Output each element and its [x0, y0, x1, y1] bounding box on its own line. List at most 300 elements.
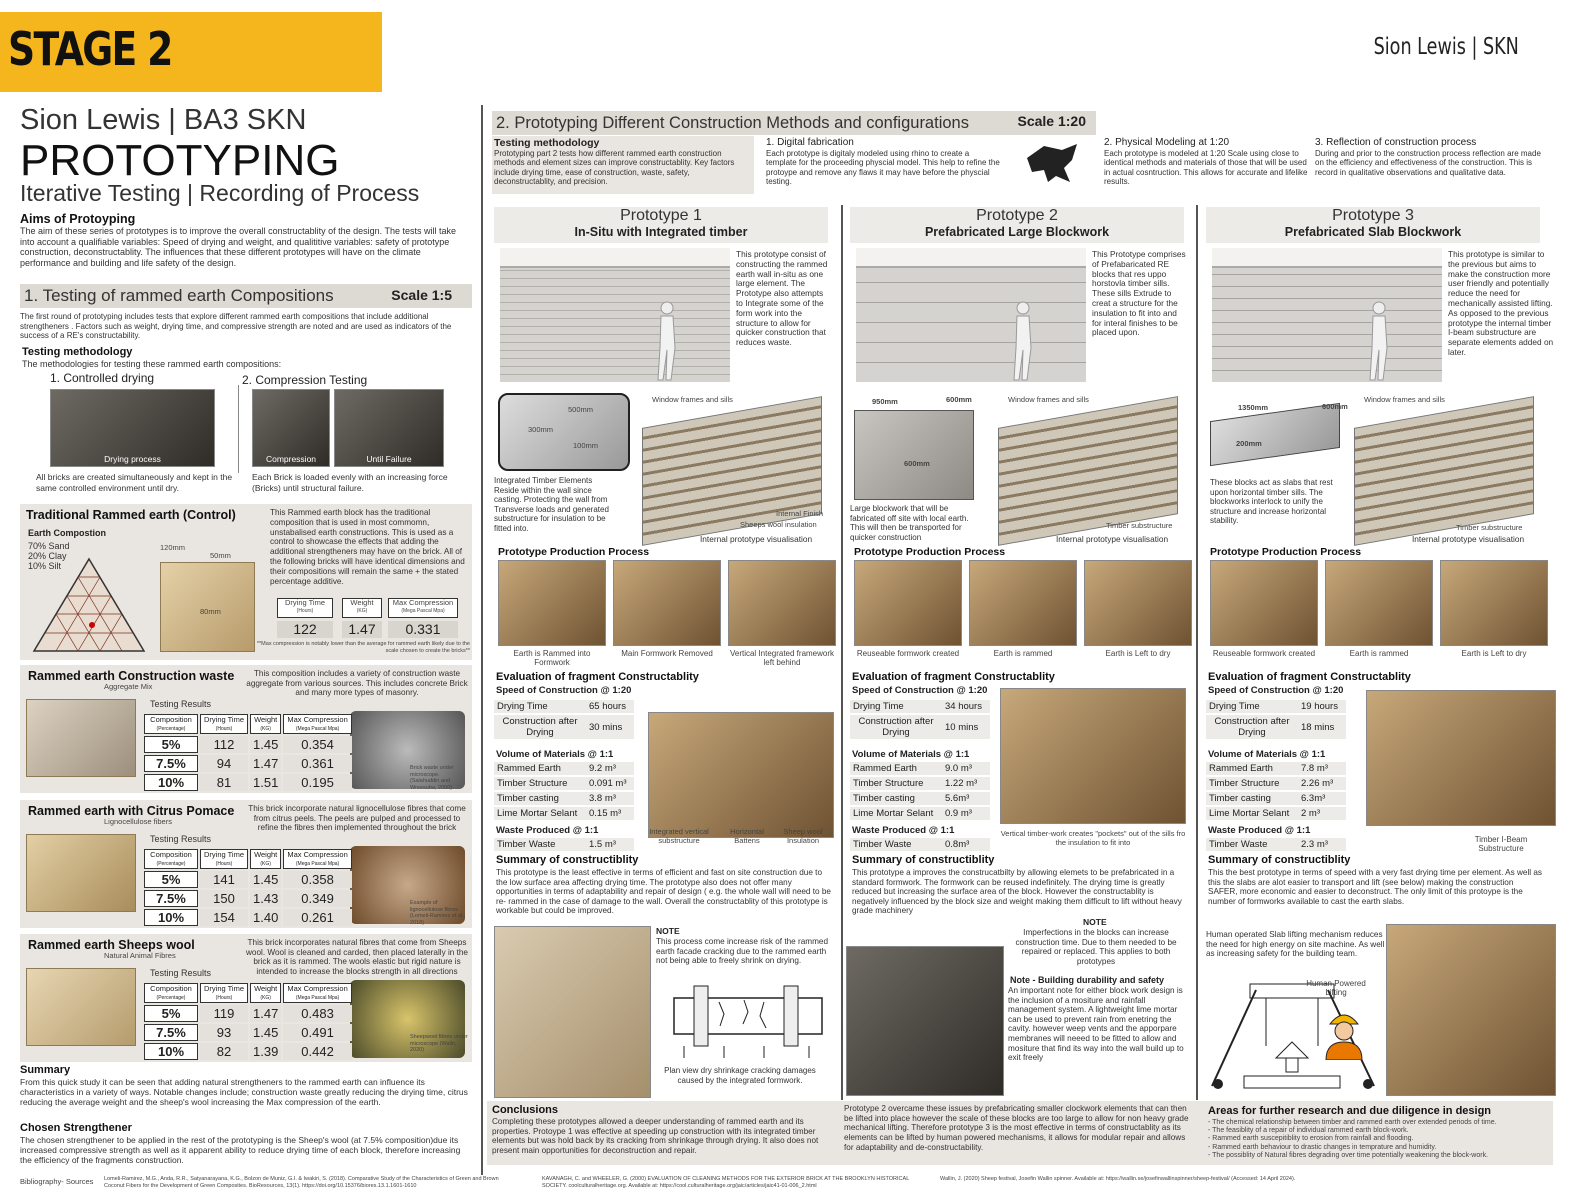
p3-substructure: Timber substructure	[1456, 523, 1523, 532]
th-composition: Composition (Percentage)	[144, 983, 198, 1003]
cell-weight: 1.40	[250, 909, 281, 926]
p1-lab1: Integrated vertical substructure	[649, 827, 709, 845]
trad-h2	[342, 598, 382, 618]
waste-brick-image	[26, 699, 136, 777]
p3-speed-title: Speed of Construction @ 1:20	[1208, 685, 1344, 696]
tm-text: The methodologies for testing these rammed earth compositions:	[22, 359, 282, 369]
trad-h3-label: Max Compression	[392, 598, 454, 607]
th-compression: Max Compression (Mega Pascal Mpa)	[283, 714, 351, 734]
trad-h3-unit: (Mega Pascal Mpa)	[401, 607, 445, 614]
value-construction: 18 mins	[1298, 715, 1346, 739]
p1-dim-b: 300mm	[528, 425, 554, 434]
cell-composition: 7.5%	[144, 755, 198, 772]
stage-banner	[0, 12, 382, 92]
value-re: 9.0 m³	[942, 762, 990, 775]
areas-title: Areas for further research and due diligence in design	[1208, 1105, 1492, 1117]
table-row	[1206, 715, 1346, 739]
trad-footnote: **Max compression is notably lower than the average for rammed earth likely due to the scale chosen to create the bricks**	[256, 641, 470, 654]
section1-scale: Scale 1:5	[391, 287, 452, 303]
cell-weight: 1.51	[250, 774, 281, 791]
p3-production-photo-1	[1210, 560, 1318, 646]
label-lm: Lime Mortar Selant	[1206, 807, 1298, 820]
p1-volume-table	[494, 760, 634, 822]
p3-production-title: Prototype Production Process	[1210, 546, 1362, 558]
th-weight: Weight (KG)	[250, 983, 281, 1003]
summary-title: Summary	[20, 1064, 71, 1076]
aims-title: Aims of Protoyping	[20, 212, 136, 226]
label-re: Rammed Earth	[494, 762, 586, 775]
p2-person-figure	[1008, 300, 1038, 382]
cell-composition: 10%	[144, 1043, 198, 1060]
p2-visual-label: Internal prototype visualisation	[1056, 534, 1169, 544]
p2-block-photo	[846, 946, 1004, 1096]
citrus-sub: Lignocellulose fibers	[104, 817, 172, 826]
p1-waste-title: Waste Produced @ 1:1	[496, 825, 599, 836]
p3-waste-title: Waste Produced @ 1:1	[1208, 825, 1311, 836]
label-tw: Timber Waste	[850, 838, 942, 851]
table-row	[494, 807, 634, 820]
wool-results-label: Testing Results	[150, 968, 212, 978]
table-row	[1206, 762, 1346, 775]
area-item-0: - The chemical relationship between timber and rammed earth over extended periods of time.	[1208, 1119, 1497, 1126]
p1-note-title: NOTE	[656, 926, 680, 936]
trad-h2-label: Weight	[350, 598, 374, 607]
p3-number: Prototype 3	[1332, 207, 1414, 224]
table-row	[850, 792, 990, 805]
p2-production-caption-1: Reuseable formwork created	[856, 649, 960, 658]
p3-ibeam: Timber I-Beam Substructure	[1474, 835, 1528, 853]
waste-title: Rammed earth Construction waste	[28, 669, 235, 683]
value-construction: 30 mins	[586, 715, 634, 739]
column-divider	[481, 105, 483, 1175]
cell-drying: 119	[200, 1005, 248, 1022]
wool-sub: Natural Animal Fibres	[104, 951, 176, 960]
method-divider	[238, 385, 239, 473]
p3-production-caption-3: Earth is Left to dry	[1461, 649, 1527, 658]
label-lm: Lime Mortar Selant	[850, 807, 942, 820]
section2-bar	[492, 111, 1096, 135]
aims-text: The aim of these series of prototypes is to improve the overall constructablity of the design. The tests will take into account a qualifiable variables: Speed of drying and weight, and qualititive variables: safety of prototype construction, deconstructablity. The influences that these different prototypes will have on the climate performance and building and life safety of the design.	[20, 226, 457, 268]
table-row	[144, 871, 352, 888]
section1-title: 1. Testing of rammed earth Compositions	[24, 286, 334, 305]
p3-slab-note: These blocks act as slabs that rest upon horizontal timber sills. The blockworks interlock to unify the structure and increase horizontal stability.	[1210, 478, 1333, 525]
value-re: 9.2 m³	[586, 762, 634, 775]
p1-lab2: Horizontal Battens	[730, 827, 764, 845]
p2-photo-wall	[1000, 688, 1186, 824]
p1-number: Prototype 1	[620, 207, 702, 224]
df-title: 1. Digital fabrication	[766, 137, 854, 148]
chosen-text: The chosen strengthener to be applied in the rest of the prototyping is the Sheep's wool (at 7.5% composition)due its increased compressive strength as well as it apparent ability to reduce drying time of each block, therefore increasing the efficiency of the fragments construction.	[20, 1135, 461, 1165]
p2-evaluation-title: Evaluation of fragment Constructablity	[852, 671, 1055, 683]
p2-waste-title: Waste Produced @ 1:1	[852, 825, 955, 836]
table-row	[494, 792, 634, 805]
p1-wool: Sheeps wool insulation	[740, 520, 817, 529]
table-row	[1206, 700, 1346, 713]
citrus-title: Rammed earth with Citrus Pomace	[28, 804, 235, 818]
cell-compression: 0.358	[283, 871, 351, 888]
label-drying: Drying Time	[1206, 700, 1298, 713]
table-row	[1206, 807, 1346, 820]
table-row	[494, 762, 634, 775]
p1-production-photo-3	[728, 560, 836, 646]
p1-type: In-Situ with Integrated timber	[574, 225, 748, 239]
trad-h1-label: Drying Time	[284, 598, 325, 607]
cell-composition: 5%	[144, 871, 198, 888]
value-drying: 19 hours	[1298, 700, 1346, 713]
p2-summary: This prototype a improves the construcatbilty by allowing elemets to be prefabricated in a standard formwork. The formwork can be reused indefinitely. The drying time is greatly reduced but increasing the surface area of the block. However the constructablity is negatively influenced by the block size and weight making them difficult to lift without heavy grade machinery	[852, 868, 1182, 916]
trad-dim-3: 80mm	[200, 607, 221, 616]
p1-crack-photo	[494, 926, 651, 1098]
label-re: Rammed Earth	[1206, 762, 1298, 775]
label-tw: Timber Waste	[494, 838, 586, 851]
p1-summary-title: Summary of constructiblity	[496, 854, 639, 866]
trad-comp-2: 10% Silt	[28, 561, 62, 571]
method-1: 1. Controlled drying	[50, 371, 155, 385]
p1-production-caption-2: Main Formwork Removed	[621, 649, 713, 658]
cell-composition: 5%	[144, 1005, 198, 1022]
citrus-results-table	[142, 847, 354, 928]
p3-production-caption-1: Reuseable formwork created	[1212, 649, 1316, 658]
bibliography-2: KAVANAGH, C. and WHEELER, G. (2000) EVALUATION OF CLEANING METHODS FOR THE EXTERIOR BRICK AT THE BROOKLYN HISTORICAL SOCIETY. coolculturalheritage.org. Available at: https://cool.culturalheritage.org/jaic/articles/jaic41-01-006_2.html	[542, 1176, 910, 1189]
p2-block-note: Large blockwork that will be fabricated off site with local earth. This will then be transported for quicker construction	[850, 504, 969, 542]
trad-h3	[388, 598, 458, 618]
p1-timber-note: Integrated Timber Elements Reside within the wall since casting. Protecting the wall from Transverse loads and generated substructure for insulation to be fitted into.	[494, 476, 609, 533]
cell-weight: 1.39	[250, 1043, 281, 1060]
p3-lift-label: Human Powered Lifting	[1306, 979, 1366, 997]
p3-elevation	[1212, 266, 1442, 382]
cell-composition: 10%	[144, 774, 198, 791]
label-tc: Timber casting	[1206, 792, 1298, 805]
cell-weight: 1.45	[250, 871, 281, 888]
p3-volume-title: Volume of Materials @ 1:1	[1208, 749, 1326, 760]
citrus-brick-image	[26, 834, 136, 912]
th-composition: Composition (Percentage)	[144, 714, 198, 734]
value-lm: 2 m³	[1298, 807, 1346, 820]
table-row	[144, 909, 352, 926]
section1-bar	[20, 284, 472, 308]
value-construction: 10 mins	[942, 715, 990, 739]
p1-production-photo-1	[498, 560, 606, 646]
table-row	[850, 838, 990, 851]
p2-note: Imperfections in the blocks can increase construction time. Due to them needed to be repaired or replaced. This applies to both prototypes	[1015, 928, 1177, 966]
p2-dim-a: 950mm	[872, 397, 898, 406]
p2-number: Prototype 2	[976, 207, 1058, 224]
p1-description: This prototype consist of constructing the rammed earth wall in-situ as one large element. The Prototype also attempts to Integrate some of the form work into the structure to allow for quicker construction that reduces waste.	[736, 249, 828, 348]
p2-dim-c: 600mm	[904, 459, 930, 468]
p3-production-caption-2: Earth is rammed	[1349, 649, 1409, 658]
p1-person-figure	[652, 300, 682, 382]
p1-speed-title: Speed of Construction @ 1:20	[496, 685, 632, 696]
p1-summary: This prototype is the least effective in terms of efficient and fast on site construction due to the low surface area affecting drying time. The prototype also does not offer many opportunities in terms of adaptability and repair of design ( e.g. the whole wall will need to be re- rammed in the case of damage to the wall. Overall the constructablity of this prototype is workable but could be improved.	[496, 868, 831, 916]
th-compression: Max Compression (Mega Pascal Mpa)	[283, 983, 351, 1003]
p2-type: Prefabricated Large Blockwork	[924, 225, 1110, 239]
p1-window-label: Window frames and sills	[652, 395, 733, 404]
p2-elevation-cap	[856, 248, 1086, 268]
p3-dim-b: 600mm	[1322, 402, 1348, 411]
bibliography-label: Bibliography- Sources	[20, 1177, 94, 1186]
p1-evaluation-title: Evaluation of fragment Constructablity	[496, 671, 699, 683]
trad-dim-1: 120mm	[160, 543, 186, 552]
p1-production-caption-1: Earth is Rammed into Formwork	[513, 649, 591, 667]
p3-evaluation-title: Evaluation of fragment Constructablity	[1208, 671, 1411, 683]
p2-photo-caption: Vertical timber-work creates "pockets" out of the sills fro the insulation to fit into	[1000, 829, 1186, 847]
p1-detail-image	[498, 393, 630, 471]
proto-divider-1	[841, 205, 843, 1100]
trad-comp-1: 20% Clay	[28, 551, 67, 561]
p1-production-photo-2	[613, 560, 721, 646]
p2-summary-title: Summary of constructiblity	[852, 854, 995, 866]
label-drying: Drying Time	[850, 700, 942, 713]
p3-visual-label: Internal prototype visualisation	[1412, 534, 1525, 544]
p1-plan-caption: Plan view dry shrinkage cracking damages caused by the integrated formwork.	[664, 1066, 816, 1085]
areas-list	[1208, 1119, 1548, 1160]
cell-compression: 0.483	[283, 1005, 351, 1022]
waste-micro-caption: Brick waste under microscope. (Salahuddin and Wreesuba, 2000)	[410, 765, 454, 791]
pm-title: 2. Physical Modeling at 1:20	[1104, 137, 1230, 148]
trad-v3: 0.331	[388, 621, 458, 638]
value-ts: 0.091 m³	[586, 777, 634, 790]
table-row	[494, 715, 634, 739]
table-row	[144, 890, 352, 907]
area-item-3: - Rammed earth behaviour to drastic changes in temprature and humidity.	[1208, 1143, 1437, 1151]
tm-title: Testing methodology	[22, 346, 133, 358]
th-drying: Drying Time (Hours)	[200, 983, 248, 1003]
drying-caption: Drying process	[104, 454, 161, 464]
p3-summary: This the best prototype in terms of speed with a very fast drying time per element. As well as this the slabs are alot easier to transport and lift (see below) making the construction SAFER, more economic and easier to deconstruct. The only limit of this protoype is the number of formworks available to cast the earth slabs.	[1208, 868, 1543, 906]
wool-brick-image	[26, 968, 136, 1046]
failure-caption: Until Failure	[366, 454, 412, 464]
table-row	[144, 755, 352, 772]
conclusions-title: Conclusions	[492, 1104, 559, 1116]
cell-weight: 1.45	[250, 736, 281, 753]
p2-description: This Prototype comprises of Prefabaricated RE blocks that res uppo horstovla timber sills. These sills Extrude to creat a structure for the insulation to fit into and for interal finishes to be placed upon.	[1092, 249, 1186, 338]
cell-composition: 5%	[144, 736, 198, 753]
value-lm: 0.15 m³	[586, 807, 634, 820]
trad-dim-2: 50mm	[210, 551, 231, 560]
rhino-logo-icon	[1022, 140, 1082, 186]
compression-photo	[252, 389, 330, 467]
table-row	[850, 807, 990, 820]
label-construction: Construction after Drying	[850, 715, 942, 739]
trad-h1-unit: (Hours)	[296, 607, 314, 614]
cell-weight: 1.47	[250, 1005, 281, 1022]
value-tc: 5.6m³	[942, 792, 990, 805]
table-row	[850, 715, 990, 739]
table-row	[850, 700, 990, 713]
th-drying: Drying Time (Hours)	[200, 849, 248, 869]
p2-production-title: Prototype Production Process	[854, 546, 1006, 558]
th-weight: Weight (KG)	[250, 714, 281, 734]
p3-production-photo-3	[1440, 560, 1548, 646]
compression-caption: Compression	[265, 454, 317, 464]
label-construction: Construction after Drying	[494, 715, 586, 739]
stage-title: STAGE 2	[8, 22, 172, 76]
waste-results-table	[142, 712, 354, 793]
method-2: 2. Compression Testing	[242, 373, 368, 387]
p2-waste-table	[850, 836, 990, 853]
value-drying: 65 hours	[586, 700, 634, 713]
soil-triangle-diagram	[30, 555, 148, 655]
p3-description: This prototype is similar to the previous but aims to make the construction more user friendly and potentially reduce the need for mechanically assisted lifting. As opposed to the previous prototype the internal timber I-beam substructure are separate elements added on later.	[1448, 249, 1554, 357]
th-drying: Drying Time (Hours)	[200, 714, 248, 734]
trad-title: Traditional Rammed earth (Control)	[26, 508, 236, 522]
p2-speed-table	[850, 698, 990, 741]
cell-weight: 1.47	[250, 755, 281, 772]
p3-photo-model	[1366, 690, 1556, 826]
method1-text: All bricks are created simultaneously and kept in the same controlled environment until dry.	[36, 472, 233, 493]
cell-composition: 7.5%	[144, 1024, 198, 1041]
th-compression: Max Compression (Mega Pascal Mpa)	[283, 849, 351, 869]
waste-results-label: Testing Results	[150, 699, 212, 709]
cell-compression: 0.195	[283, 774, 351, 791]
p2-window-label: Window frames and sills	[1008, 395, 1089, 404]
p1-elevation	[500, 266, 730, 382]
p2-durability: An important note for either block work design is the inclusion of a mositure and rainfall management system. A lightweight lime mortar can be used to prevent rain from enetring the cavity. however weep vents and the apporpare membranes will neeed to be fitted to allow and mositure that find its way into the wall build up to exit freely	[1008, 986, 1184, 1063]
label-lm: Lime Mortar Selant	[494, 807, 586, 820]
p1-production-title: Prototype Production Process	[498, 546, 650, 558]
p2-block-image	[854, 410, 974, 500]
p2-elevation	[856, 266, 1086, 382]
cell-drying: 154	[200, 909, 248, 926]
table-row	[1206, 792, 1346, 805]
p1-elevation-cap	[500, 248, 730, 268]
trad-v1: 122	[277, 621, 333, 638]
value-tw: 1.5 m³	[586, 838, 634, 851]
p3-person-figure	[1364, 300, 1394, 382]
cell-drying: 81	[200, 774, 248, 791]
author-top: Sion Lewis | SKN	[1373, 34, 1519, 60]
table-row	[144, 1043, 352, 1060]
p1-dim-c: 100mm	[573, 441, 599, 450]
waste-text: This composition includes a variety of construction waste aggregate from various sources. This includes concrete Brick and many more types of masonry.	[246, 669, 468, 698]
p3-window-label: Window frames and sills	[1364, 395, 1445, 404]
p2-production-caption-2: Earth is rammed	[993, 649, 1053, 658]
section2-title: 2. Prototyping Different Construction Methods and configurations	[496, 114, 969, 132]
citrus-text: This brick incorporate natural lignocellulose fibres that come from citrus peels. The peels are pulped and processed to refine the fibres then implemented throughout the brick	[248, 804, 466, 833]
trad-comp-0: 70% Sand	[28, 541, 70, 551]
area-item-4: - The possiblity of Natural fibres degrading over time potentially weakening the block-work.	[1208, 1151, 1489, 1159]
p1-speed-table	[494, 698, 634, 741]
p1-note: This process come increase risk of the rammed earth facade cracking due to the rammed earth not being able to freely shrink on drying.	[656, 937, 828, 966]
label-ts: Timber Structure	[850, 777, 942, 790]
p3-summary-title: Summary of constructiblity	[1208, 854, 1351, 866]
table-row	[494, 838, 634, 851]
bibliography-1: Lomeli-Ramirez, M.G., Anda, R.R., Satyanarayana, K.G., Bolzon de Muniz, G.I. & Iwakiri, S. (2018). Comparative Study of the Characteristics of Green and Brown Coconut Fibers for the Development of Green Composites. BioResources, 13(1). https://doi.org/10.15376/biores.13.1.1601-1610	[104, 1176, 499, 1189]
p3-type: Prefabricated Slab Blockwork	[1284, 225, 1462, 239]
bibliography-3: Wallin, J. (2020) Sheep festival, Josefin Wallin spinner. Available at: https://wallin.se/josefinwallinspinner/sheep-festival/ (Accessed: 14 April 2024).	[940, 1176, 1296, 1182]
cell-weight: 1.45	[250, 1024, 281, 1041]
table-row	[494, 777, 634, 790]
label-tw: Timber Waste	[1206, 838, 1298, 851]
cell-drying: 93	[200, 1024, 248, 1041]
p2-volume-table	[850, 760, 990, 822]
p3-elevation-cap	[1212, 248, 1442, 268]
waste-sub: Aggregate Mix	[104, 682, 153, 691]
trad-comp-title: Earth Compostion	[28, 528, 106, 538]
trad-h2-unit: (KG)	[356, 607, 368, 614]
area-item-1: - The feasiblity of a repair of individual rammed earth block-work.	[1208, 1127, 1409, 1135]
p2-production-caption-3: Earth is Left to dry	[1105, 649, 1171, 658]
p2-production-photo-3	[1084, 560, 1192, 646]
wool-micro-caption: Sheepwool fibres under microscope (Walln, 2020)	[410, 1034, 468, 1053]
cell-composition: 7.5%	[144, 890, 198, 907]
wool-results-table	[142, 981, 354, 1062]
rf-title: 3. Reflection of construction process	[1315, 137, 1477, 148]
cell-compression: 0.491	[283, 1024, 351, 1041]
p2-header	[850, 207, 1184, 243]
value-drying: 34 hours	[942, 700, 990, 713]
p2-speed-title: Speed of Construction @ 1:20	[852, 685, 988, 696]
table-row	[1206, 838, 1346, 851]
failure-photo	[334, 389, 444, 467]
label-drying: Drying Time	[494, 700, 586, 713]
label-tc: Timber casting	[850, 792, 942, 805]
table-row	[144, 736, 352, 753]
page-subtitle: Iterative Testing | Recording of Process	[20, 180, 420, 206]
p1-plan-diagram	[664, 982, 830, 1060]
value-ts: 1.22 m³	[942, 777, 990, 790]
value-tc: 6.3m³	[1298, 792, 1346, 805]
th-weight: Weight (KG)	[250, 849, 281, 869]
chosen-title: Chosen Strengthener	[20, 1122, 132, 1134]
table-row	[850, 777, 990, 790]
tm2-text: Prototyping part 2 tests how different rammed earth construction methods and element sizes can improve constructablity. Key factors include drying time, ease of construction, waste, safety, deconstructablity, and precision.	[494, 149, 735, 187]
p1-lab3: Sheep wool Insulation	[783, 827, 823, 845]
th-composition: Composition (Percentage)	[144, 849, 198, 869]
value-lm: 0.9 m³	[942, 807, 990, 820]
p2-dim-b: 600mm	[946, 395, 972, 404]
p1-production-caption-3: Vertical Integrated framework left behind	[729, 649, 835, 667]
trad-text: This Rammed earth block has the traditional composition that is used in most commomn, unstabalised earth constructions. This is used as a control to showcase the effects that adding the additional strengtheners may have on the brick. All of the following bricks will have identical dimensions and their compositions will remain the same + the stated percentage additive.	[270, 508, 465, 586]
area-item-2: - Rammed earth suscepitiblity to erosion from rainfall and flooding.	[1208, 1135, 1414, 1143]
page-title: PROTOTYPING	[20, 136, 340, 185]
worker-icon	[1322, 1004, 1366, 1060]
df-text: Each prototype is digitaly modeled using rhino to create a template for the proceeding physcial model. This help to refine the protoype and remove any flaws it may have before the physcial testing.	[766, 149, 1000, 187]
value-ts: 2.26 m³	[1298, 777, 1346, 790]
p2-production-photo-1	[854, 560, 962, 646]
cell-weight: 1.43	[250, 890, 281, 907]
label-construction: Construction after Drying	[1206, 715, 1298, 739]
p1-finish: Internal Finish	[776, 509, 824, 518]
p2-production-photo-2	[969, 560, 1077, 646]
label-re: Rammed Earth	[850, 762, 942, 775]
drying-photo	[50, 389, 215, 467]
trad-h1	[277, 598, 333, 618]
p3-lift-text: Human operated Slab lifting mechanism reduces the need for high energy on site machine. As well as increasing safety for the building team.	[1206, 930, 1385, 959]
p2-note-title: NOTE	[1083, 917, 1107, 927]
p3-production-photo-2	[1325, 560, 1433, 646]
trad-v2: 1.47	[342, 621, 382, 638]
rf-text: During and prior to the construction process reflection are made on the efficiency and effectiveness of the construction. This is record in qualitative observations and qualitative data.	[1315, 149, 1541, 177]
tm2-title: Testing methodology	[494, 137, 600, 149]
table-row	[494, 700, 634, 713]
conclusions-text-1: Completing these prototypes allowed a deeper understanding of rammed earth and its properties. Protoype 1 was effective at speeding up construction with its integrated timber elements but was hold back by its cracking from shrinkage through drying. It also does not present main opportunities for deconstruction and repair.	[492, 1117, 819, 1156]
cell-composition: 10%	[144, 909, 198, 926]
cell-compression: 0.354	[283, 736, 351, 753]
p1-volume-title: Volume of Materials @ 1:1	[496, 749, 614, 760]
wool-text: This brick incorporates natural fibres that come from Sheeps wool. Wool is cleaned and carded, then placed laterally in the brick as it is rammed. The wools elastic but rigid nature is intended to increase the blocks strength in all directions	[246, 938, 468, 976]
method2-text: Each Brick is loaded evenly with an increasing force (Bricks) until structural failure.	[252, 472, 448, 493]
citrus-micro-caption: Example of lignocellulose fibres (Lomeli-Ramirez et al., 2018)	[410, 900, 466, 926]
p3-dim-c: 200mm	[1236, 439, 1262, 448]
citrus-results-label: Testing Results	[150, 834, 212, 844]
p3-dim-a: 1350mm	[1238, 403, 1269, 412]
table-row	[850, 762, 990, 775]
section1-text: The first round of prototyping includes tests that explore different rammed earth compositions that include additional strengtheners . Factors such as weight, drying time, and compressive strength are noted and are used as indicators of the success of a RE's constructability.	[20, 312, 452, 340]
cell-drying: 150	[200, 890, 248, 907]
p1-visual-label: Internal prototype visualisation	[700, 534, 813, 544]
cell-compression: 0.261	[283, 909, 351, 926]
